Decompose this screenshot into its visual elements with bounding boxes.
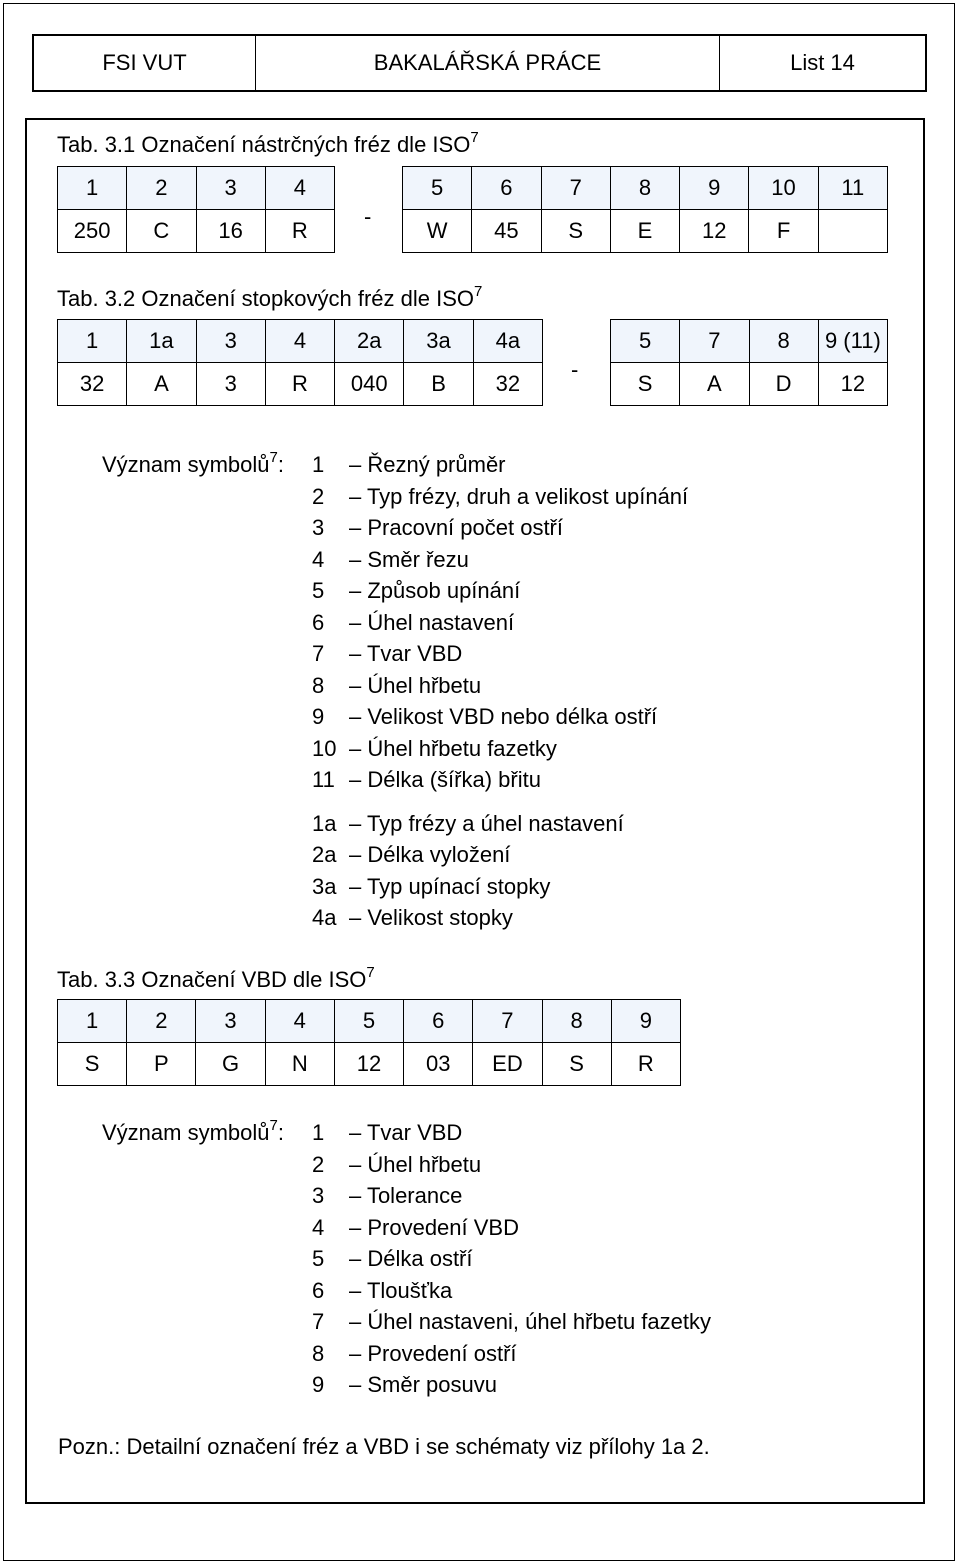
legend-item-meaning: – Směr řezu [349,546,469,572]
table-header-cell: 1 [58,320,127,363]
legend2-label [102,1118,284,1148]
legend-item-meaning: – Tvar VBD [349,1120,463,1145]
legend-item-symbol: 2 [312,483,325,509]
legend-item-symbol: 3a [312,873,337,899]
table-header-cell: 10 [749,167,818,210]
legend-item-meaning: – Způsob upínání [349,578,521,603]
legend-item-meaning: – Tvar VBD [349,641,463,666]
legend-item-symbol: 5 [312,1246,325,1271]
table-value-cell [818,210,887,253]
header-faculty: FSI VUT [34,36,256,90]
table-header-cell: 4a [473,320,542,363]
legend-item-meaning: – Pracovní počet ostří [349,515,563,540]
table-value-cell: S [541,210,610,253]
legend-item-meaning: – Řezný průměr [349,452,506,477]
legend2-label-text: Význam symbolů [102,1120,270,1145]
table3 [57,999,681,1086]
legend-item-symbol: 7 [312,1309,325,1334]
legend-item-meaning: – Úhel nastaveni, úhel hřbetu fazetky [349,1309,712,1334]
legend1-label-ref: 7 [269,449,278,466]
legend-item-symbol: 1 [312,1120,325,1145]
table2-caption-ref: 7 [474,283,483,300]
table-header-cell: 5 [334,1000,403,1043]
legend-item-symbol: 3 [312,1183,325,1208]
table-header-cell: 7 [680,320,749,363]
table-header-cell: 3 [196,1000,265,1043]
table-header-cell: 5 [403,167,472,210]
table-value-cell: C [127,210,196,253]
header-page-number: List 14 [790,50,855,75]
table-header-cell: 7 [541,167,610,210]
table3-caption-ref: 7 [366,964,375,981]
table-value-cell: 32 [473,363,542,406]
table3-caption-text: Tab. 3.3 Označení VBD dle ISO [57,967,367,992]
legend-item-symbol: 7 [312,641,325,666]
table-header-cell: 9 [611,1000,680,1043]
table-value-cell: D [749,363,818,406]
table2-left [57,319,543,406]
table-header-cell: 11 [818,167,887,210]
table-header-cell: 1a [127,320,196,363]
table-value-row [58,363,543,406]
header-title: BAKALÁŘSKÁ PRÁCE [256,36,720,90]
legend-item-symbol: 4 [312,546,325,572]
table-header-cell: 2a [335,320,404,363]
legend-item-meaning: – Délka (šířka) břitu [349,767,541,792]
table-header-cell: 8 [749,320,818,363]
table-header-cell: 1 [58,167,127,210]
table-value-cell: 12 [334,1043,403,1086]
table2-caption-text: Tab. 3.2 Označení stopkových fréz dle ISO [57,286,474,311]
table1-separator: - [364,204,372,229]
table-value-cell: 03 [404,1043,473,1086]
table-header-cell: 3 [196,167,265,210]
table-header-cell: 4 [265,320,334,363]
legend-item-meaning: – Velikost stopky [349,905,513,930]
table-value-cell: 32 [58,363,127,406]
legend-item-meaning: – Tloušťka [349,1277,453,1303]
table-value-cell: S [542,1043,611,1086]
table-header-cell: 8 [610,167,679,210]
table-value-row [58,210,335,253]
table-value-cell: ED [473,1043,542,1086]
table-value-cell: S [58,1043,127,1086]
legend-item-symbol: 9 [312,1372,325,1397]
legend-item-meaning: – Provedení VBD [349,1214,519,1240]
table-value-cell: 16 [196,210,265,253]
table-header-cell: 7 [473,1000,542,1043]
legend2-label-ref: 7 [269,1117,278,1134]
page-header [32,34,927,92]
table-value-cell: E [610,210,679,253]
table-value-cell: G [196,1043,265,1086]
legend-item-symbol: 9 [312,704,325,729]
table2-right [610,319,888,406]
legend-item-symbol: 1 [312,452,325,477]
table-header-row [58,167,335,210]
legend-item-meaning: – Úhel nastavení [349,609,515,635]
table-value-cell: 45 [472,210,541,253]
legend-item-meaning: – Velikost VBD nebo délka ostří [349,704,658,729]
table-header-cell: 1 [58,1000,127,1043]
table-header-cell: 2 [127,1000,196,1043]
table-header-cell: 9 [680,167,749,210]
legend-item-meaning: – Provedení ostří [349,1340,517,1366]
legend-item-symbol: 2 [312,1151,325,1177]
table-header-row [58,1000,681,1043]
table-value-row [58,1043,681,1086]
legend-item-meaning: – Typ frézy, druh a velikost upínání [349,483,689,509]
table-value-cell: A [680,363,749,406]
legend-item-symbol: 4a [312,905,337,930]
legend-item-symbol: 10 [312,735,337,761]
table-header-row [58,320,543,363]
table-value-cell: R [265,210,334,253]
table-value-cell: 250 [58,210,127,253]
legend-item-meaning: – Tolerance [349,1183,463,1208]
table-header-cell: 5 [611,320,680,363]
table-value-row [403,210,888,253]
note: Pozn.: Detailní označení fréz a VBD i se schématy viz přílohy 1a 2. [58,1434,710,1459]
table-header-cell: 6 [404,1000,473,1043]
legend-item-meaning: – Délka vyložení [349,842,511,867]
legend-item-symbol: 2a [312,842,337,867]
table1-caption-text: Tab. 3.1 Označení nástrčných fréz dle ISO [57,132,471,157]
table-header-cell: 4 [265,1000,334,1043]
legend1-label [102,450,284,480]
table-value-cell: P [127,1043,196,1086]
legend-item-meaning: – Úhel hřbetu fazetky [349,735,557,761]
table-value-cell: 12 [680,210,749,253]
table-value-cell: R [265,363,334,406]
table1-right [402,166,888,253]
table-header-cell: 8 [542,1000,611,1043]
table-header-cell: 6 [472,167,541,210]
table-value-cell: 12 [818,363,887,406]
table-value-cell: A [127,363,196,406]
legend-item-symbol: 6 [312,609,325,635]
table-value-cell: R [611,1043,680,1086]
legend-item-meaning: – Typ upínací stopky [349,873,551,899]
legend-item-symbol: 6 [312,1277,325,1303]
table-value-cell: B [404,363,473,406]
legend2-label-colon: : [277,1120,284,1145]
legend-item-meaning: – Délka ostří [349,1246,473,1271]
table-value-cell: S [611,363,680,406]
table2-separator: - [571,357,579,382]
legend-item-meaning: – Směr posuvu [349,1372,497,1397]
legend-item-meaning: – Typ frézy a úhel nastavení [349,810,624,836]
table1-caption [57,129,479,158]
table2-caption [57,283,483,312]
table-value-cell: W [403,210,472,253]
legend1-label-colon: : [277,452,284,477]
table-header-cell: 3 [196,320,265,363]
table-value-row [611,363,888,406]
table-header-row [611,320,888,363]
legend-item-meaning: – Úhel hřbetu [349,1151,482,1177]
table3-caption [57,964,375,993]
legend-item-symbol: 8 [312,1340,325,1366]
legend-item-symbol: 8 [312,672,325,698]
legend1-label-text: Význam symbolů [102,452,270,477]
table1-left [57,166,335,253]
legend-item-symbol: 3 [312,515,325,540]
table-header-cell: 9 (11) [818,320,887,363]
table-value-cell: N [265,1043,334,1086]
table-value-cell: 040 [335,363,404,406]
table-header-cell: 3a [404,320,473,363]
table-value-cell: 3 [196,363,265,406]
table-value-cell: F [749,210,818,253]
table1-caption-ref: 7 [470,129,479,146]
legend-item-symbol: 11 [312,767,335,792]
legend-item-symbol: 1a [312,810,337,836]
legend-item-symbol: 4 [312,1214,325,1240]
table-header-row [403,167,888,210]
legend-item-symbol: 5 [312,578,325,603]
legend-item-meaning: – Úhel hřbetu [349,672,482,698]
table-header-cell: 2 [127,167,196,210]
table-header-cell: 4 [265,167,334,210]
